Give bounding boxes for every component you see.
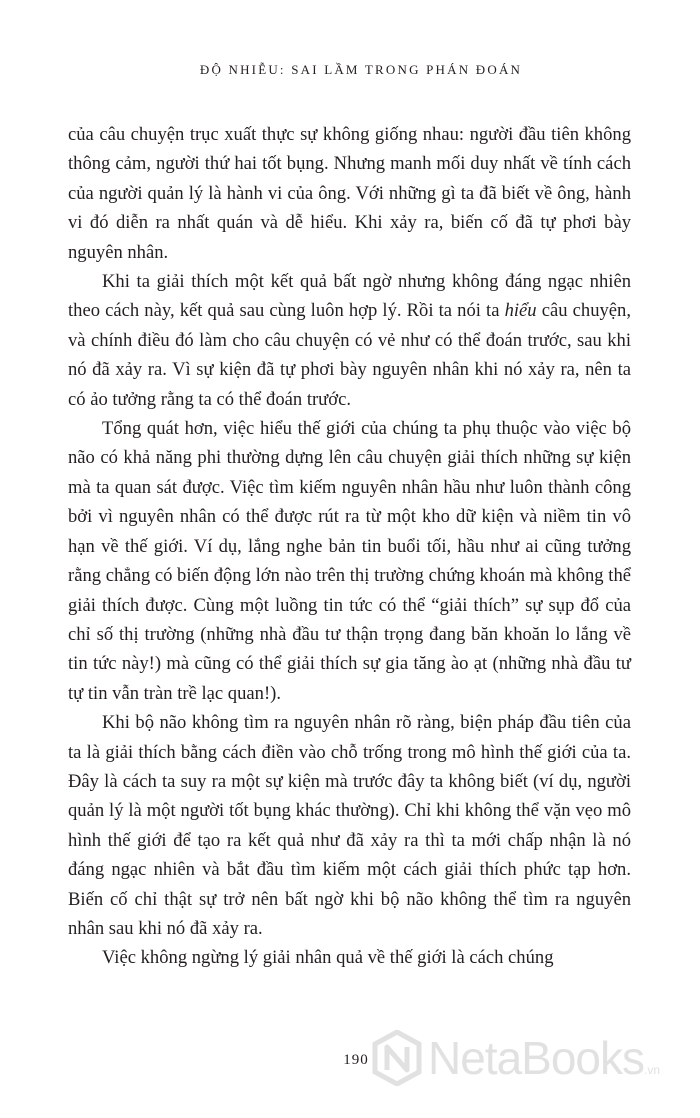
paragraph-2 <box>68 267 631 414</box>
netabooks-logo-icon <box>372 1030 422 1086</box>
paragraph-3: Tổng quát hơn, việc hiểu thế giới của chúng ta phụ thuộc vào việc bộ não có khả năng phi thường dựng lên câu chuyện giải thích những sự kiện mà ta quan sát được. Việc tìm kiếm nguyên nhân hầu như luôn thành công bởi vì nguyên nhân có thể được rút ra từ một kho dữ kiện và niềm tin vô hạn về thế giới. Ví dụ, lắng nghe bản tin buổi tối, hầu như ai cũng tưởng rằng chẳng có biến động lớn nào trên thị trường chứng khoán mà không thể giải thích được. Cùng một luồng tin tức có thể “giải thích” sự sụp đổ của chỉ số thị trường (những nhà đầu tư thận trọng đang băn khoăn lo lắng về tin tức này!) mà cũng có thể giải thích sự gia tăng ào ạt (những nhà đầu tư tự tin vẫn tràn trề lạc quan!). <box>68 418 631 704</box>
paragraph-4: Khi bộ não không tìm ra nguyên nhân rõ ràng, biện pháp đầu tiên của ta là giải thích bằng cách điền vào chỗ trống trong mô hình thế giới của ta. Đây là cách ta suy ra một sự kiện mà trước đây ta không biết (ví dụ, người quản lý là một người tốt bụng khác thường). Chỉ khi không thể vặn vẹo mô hình thế giới để tạo ra kết quả như đã xảy ra thì ta mới chấp nhận là nó đáng ngạc nhiên và bắt đầu tìm kiếm một cách giải thích phức tạp hơn. Biến cố chỉ thật sự trở nên bất ngờ khi bộ não không thể tìm ra nguyên nhân sau khi nó đã xảy ra. <box>68 712 631 939</box>
paragraph-1: của câu chuyện trục xuất thực sự không giống nhau: người đầu tiên không thông cảm, người thứ hai tốt bụng. Nhưng manh mối duy nhất về tính cách của người quản lý là hành vi của ông. Với những gì ta đã biết về ông, hành vi đó diễn ra nhất quán và dễ hiểu. Khi xảy ra, biến cố đã tự phơi bày nguyên nhân. <box>68 124 631 263</box>
paragraph-2-part-1: Khi ta giải thích một kết quả bất ngờ nhưng không đáng ngạc nhiên theo cách này, kết quả sau cùng luôn hợp lý. Rồi ta nói ta <box>68 271 631 322</box>
italic-word: hiểu <box>504 300 537 322</box>
paragraph-5: Việc không ngừng lý giải nhân quả về thế giới là cách chúng <box>102 947 554 969</box>
watermark-brand <box>428 1032 661 1084</box>
watermark <box>372 1030 660 1086</box>
running-head: ĐỘ NHIỄU: SAI LẦM TRONG PHÁN ĐOÁN <box>199 62 523 77</box>
watermark-suffix: .vn <box>644 1063 661 1077</box>
watermark-brand-name: NetaBooks <box>428 1032 645 1084</box>
page-number: 190 <box>343 1052 369 1068</box>
paragraph-2-part-2: câu chuyện, và chính điều đó làm cho câu chuyện có vẻ như có thể đoán trước, sau khi nó đã xảy ra. Vì sự kiện đã tự phơi bày nguyên nhân khi nó xảy ra, nên ta có ảo tưởng rằng ta có thể đoán trước. <box>68 300 631 410</box>
body-text <box>68 120 631 973</box>
